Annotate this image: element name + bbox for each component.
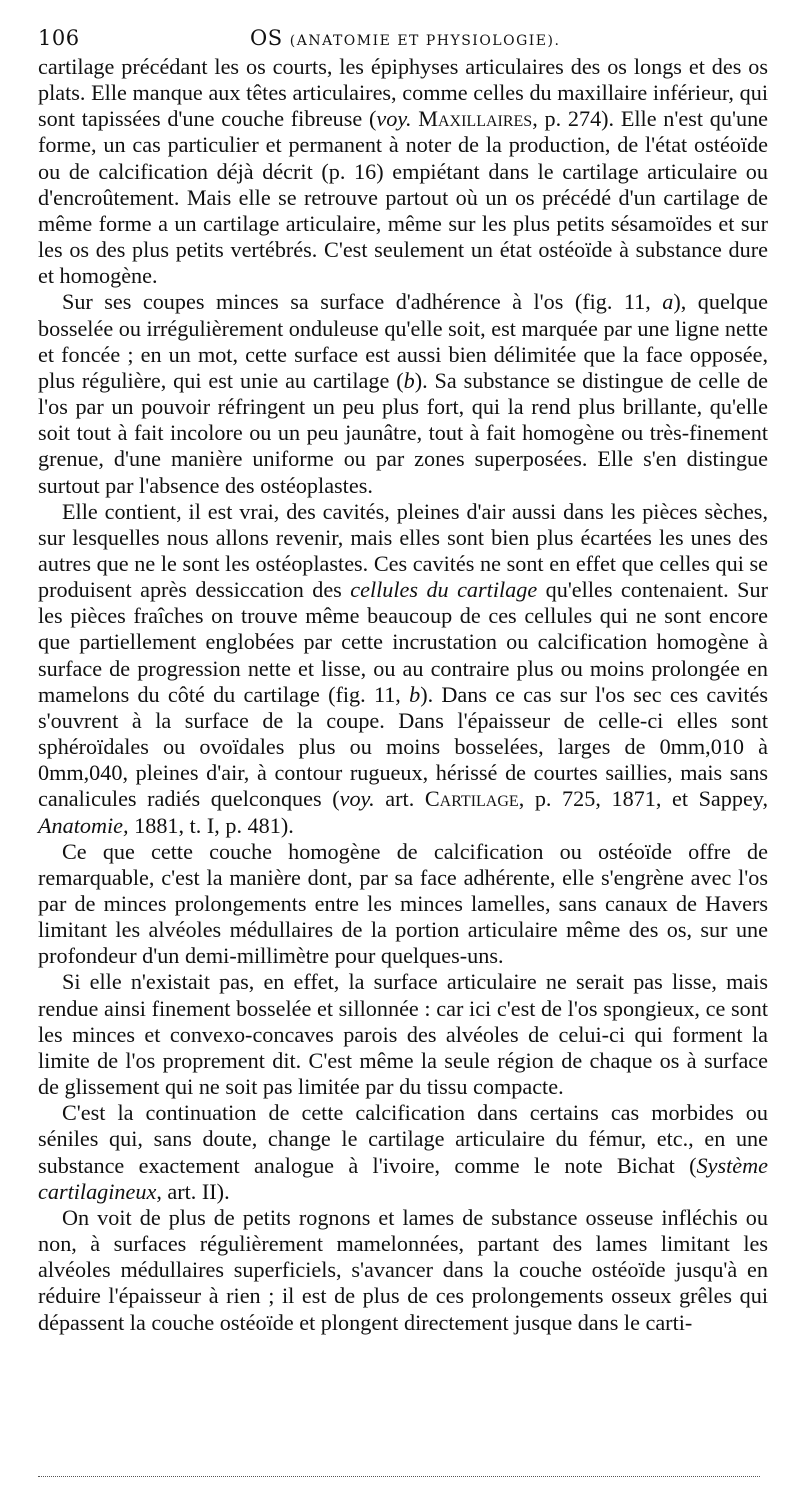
text-run: 1881, t. I, p. 481). — [128, 812, 294, 838]
text-run: ). Sa substance se distingue de celle de l'os par un pouvoir réfringent un peu plus fort, qui la rend plus brillante, qu'elle soit tout à fait incolore ou un peu jaunâtre, tout à fait homogène ou très-finement grenue, d'une manière uniforme ou par zones superposées. Elle s'en distingue surtout par l'absence des ostéoplastes. — [38, 367, 768, 498]
text-run: Ce que cette couche homogène de calcification ou ostéoïde offre de remarquable, c'est la manière dont, par sa face adhérente, elle s'engrène avec l'os par de minces prolongements entre les minces lamelles, sans canaux de Havers limitant les alvéoles médullaires de la portion articulaire même des os, sur une profondeur d'un demi-millimètre pour quelques-uns. — [38, 838, 768, 969]
text-run: , art. II). — [156, 1178, 230, 1204]
text-run: Cartilage — [424, 786, 519, 812]
paragraph-3 — [38, 499, 768, 839]
text-run: Si elle n'existait pas, en effet, la surface articulaire ne serait pas lisse, mais rendue ainsi finement bosselée et sillonnée : car ici c'est de l'os spongieux, ce sont les minces et convexo-concaves parois des alvéoles de celui-ci qui forment la limite de l'os proprement dit. C'est même la seule région de chaque os à surface de glissement qui ne soit pas limitée par du tissu compacte. — [38, 969, 768, 1100]
running-title — [250, 26, 560, 50]
text-run: b — [409, 681, 421, 707]
text-run: Système cartilagineux — [38, 1152, 768, 1204]
text-run: On voit de plus de petits rognons et lames de substance osseuse infléchis ou non, à surfaces régulièrement mamelonnées, partant des lames limitant les alvéoles médullaires superficiels, s'avancer dans la couche ostéoïde jusqu'à en réduire l'épaisseur à rien ; il est de plus de ces prolongements osseux grêles qui dépassent la couche ostéoïde et plongent directement jusque dans le carti- — [38, 1204, 768, 1335]
text-run: Sur ses coupes minces sa surface d'adhérence à l'os (fig. 11, — [62, 289, 663, 315]
text-run: b — [403, 367, 415, 393]
text-run: , p. 274). Elle n'est qu'une forme, un cas particulier et permanent à noter de la production, de l'état ostéoïde ou de calcification déjà décrit (p. 16) empiétant dans le cartilage articulaire ou d'encroûtement. Mais elle se retrouve partout où un os précédé d'un cartilage de même forme a un cartilage articulaire, même sur les plus petits sésamoïdes et sur les os des plus petits vertébrés. C'est seulement un état ostéoïde à substance dure et homogène. — [38, 106, 769, 289]
text-run: art. — [374, 786, 425, 812]
page — [38, 20, 768, 1336]
running-title-os: OS — [250, 26, 283, 50]
paragraph-7 — [38, 1205, 768, 1336]
text-run: cartilage précédant les os courts, les épiphyses articulaires des os longs et des os plats. Elle manque aux têtes articulaires, comme celles du maxillaire inférieur, qui sont tapissées d'une couche fibreuse ( — [38, 54, 768, 132]
text-run: a — [662, 289, 674, 315]
paragraph-1 — [38, 54, 768, 289]
text-run: cellules du cartilage — [350, 577, 538, 603]
text-run: ), quelque bosselée ou irrégulièrement onduleuse qu'elle soit, est marquée par une ligne nette et foncée ; en un mot, cette surface est aussi bien délimitée que la face opposée, plus régulière, qui est unie au cartilage ( — [38, 289, 768, 393]
text-run: Anatomie, — [38, 812, 129, 838]
running-title-subtitle: (ANATOMIE ET PHYSIOLOGIE). — [289, 33, 561, 49]
text-run: voy. — [376, 106, 412, 132]
paragraph-2 — [38, 289, 768, 498]
paragraph-4 — [38, 839, 768, 970]
page-number: 106 — [38, 26, 80, 50]
body-text — [38, 54, 768, 1336]
running-header — [38, 20, 768, 54]
footer-dotted-rule — [38, 1476, 760, 1477]
text-run: , p. 725, 1871, et Sappey, — [518, 786, 769, 812]
text-run: Elle contient, il est vrai, des cavités, pleines d'air aussi dans les pièces sèches, sur lesquelles nous allons revenir, mais elles sont bien plus écartées les unes des autres que ne le sont les ostéoplastes. Ces cavités ne sont en effet que celles qui se produisent après dessiccation des — [38, 498, 768, 603]
paragraph-6 — [38, 1100, 768, 1205]
text-run: C'est la continuation de cette calcification dans certains cas morbides ou séniles qui, sans doute, change le cartilage articulaire du fémur, etc., en une substance exactement analogue à l'ivoire, comme le note Bichat ( — [38, 1100, 768, 1178]
paragraph-5 — [38, 969, 768, 1100]
text-run: Maxillaires — [418, 106, 533, 132]
text-run: ). Dans ce cas sur l'os sec ces cavités s'ouvrent à la surface de la coupe. Dans l'épaisseur de celle-ci elles sont sphéroïdales ou ovoïdales plus ou moins bosselées, larges de 0mm,010 à 0mm,040, pleines d'air, à contour rugueux, hérissé de courtes saillies, mais sans canalicules radiés quelconques ( — [38, 681, 768, 812]
text-run: voy. — [339, 786, 375, 812]
text-run: qu'elles contenaient. Sur les pièces fraîches on trouve même beaucoup de ces cellules qui ne sont encore que partiellement englobées par cette incrustation ou calcification homogène à surface de progression nette et lisse, ou au contraire plus ou moins prolongée en mamelons du côté du cartilage (fig. 11, — [38, 577, 768, 707]
